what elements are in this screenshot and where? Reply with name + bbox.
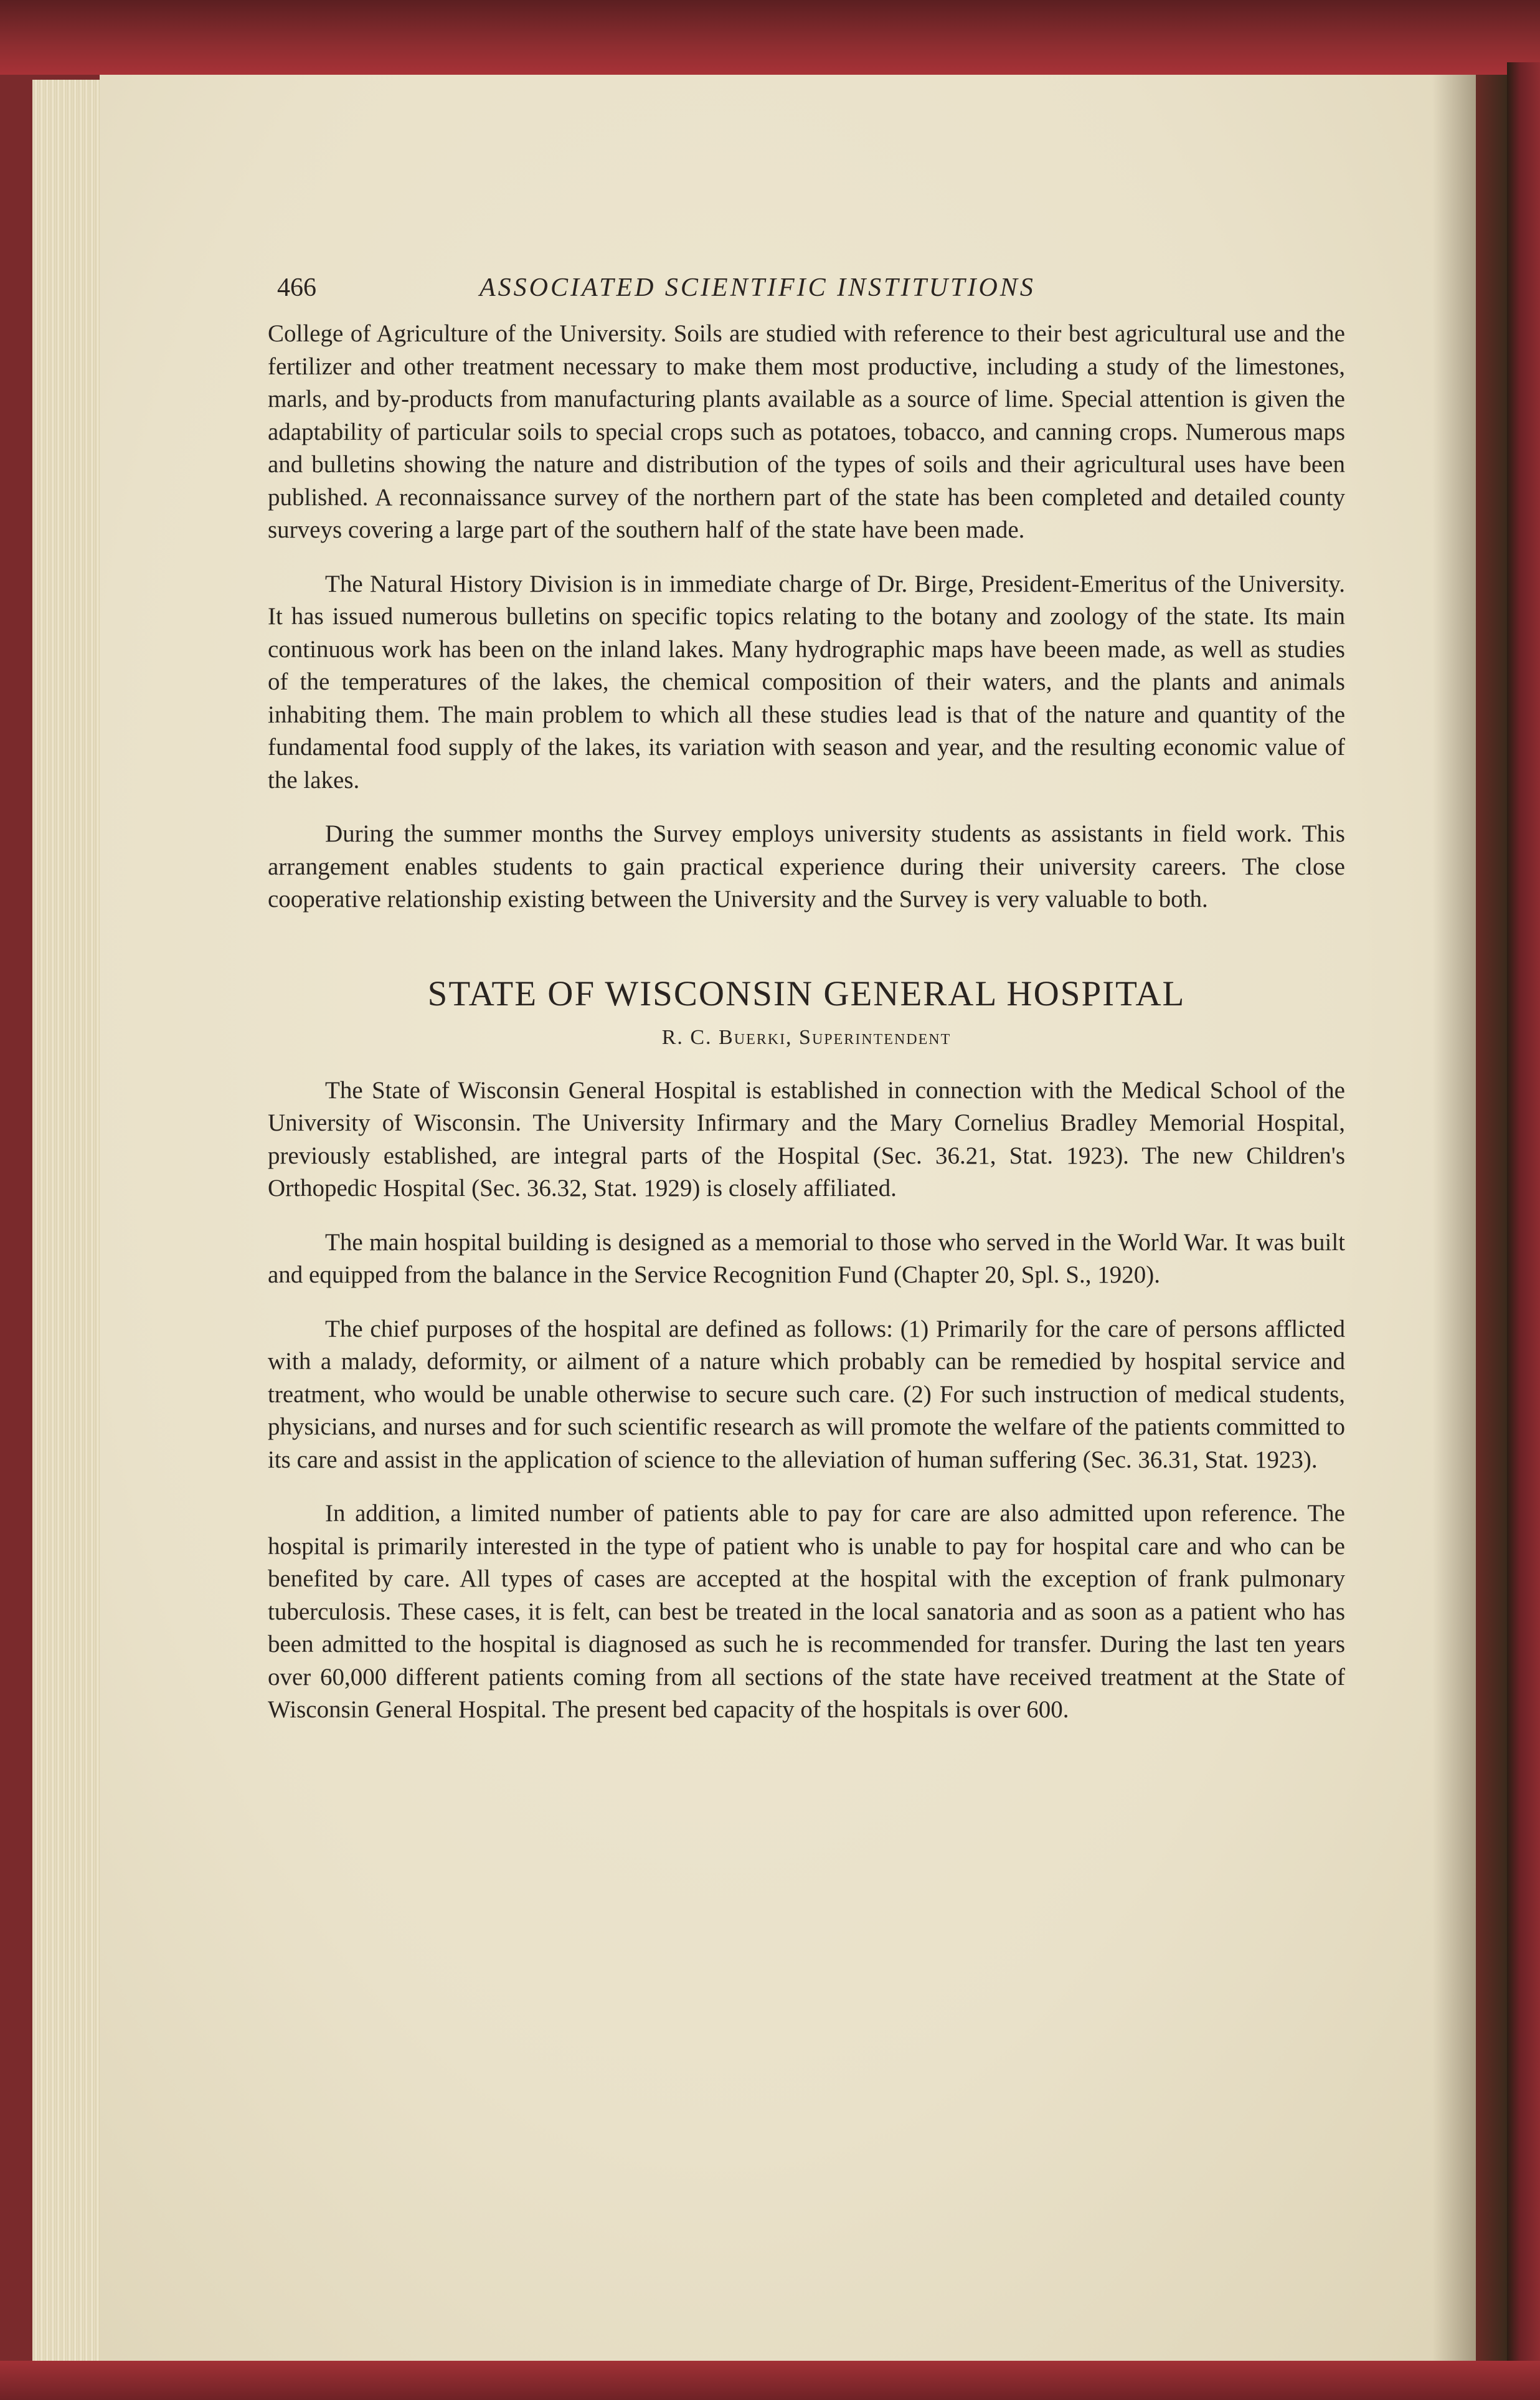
page-number: 466	[277, 273, 316, 302]
book-cover-right-edge	[1507, 62, 1540, 2367]
paragraph-admissions: In addition, a limited number of patients able to pay for care are also admitted upon reference. The hospital is primarily interested in the type of patient who is unable to pay for hospital care and who can be benefited by care. All types of cases are accepted at the hospital with the exception of frank pulmonary tuberculosis. These cases, it is felt, can best be treated in the local sanatoria and as soon as a patient who has been admitted to the hospital is diagnosed as such he is recommended for transfer. During the last ten years over 60,000 different patients coming from all sections of the state have received treatment at the State of Wisconsin General Hospital. The present bed capacity of the hospitals is over 600.	[268, 1500, 1345, 1723]
running-head: ASSOCIATED SCIENTIFIC INSTITUTIONS	[479, 273, 1036, 302]
page-header	[268, 268, 1345, 318]
book-cover-top-edge	[0, 0, 1540, 75]
section-byline: R. C. Buerki, Superintendent	[661, 1025, 952, 1049]
paragraph-summer-students: During the summer months the Survey employs university students as assistants in field work. This arrangement enables students to gain practical experience during their university careers. The close cooperative relationship existing between the University and the Survey is very valuable to both.	[268, 820, 1345, 913]
section-title: STATE OF WISCONSIN GENERAL HOSPITAL	[427, 974, 1186, 1013]
page-content	[268, 268, 1345, 1748]
paragraph-chief-purposes: The chief purposes of the hospital are defined as follows: (1) Primarily for the care of persons afflicted with a malady, deformity, or ailment of a nature which probably can be remedied by hospital service and treatment, who would be unable otherwise to secure such care. (2) For such instruction of medical students, physicians, and nurses and for such scientific research as will promote the welfare of the patients committed to its care and assist in the application of science to the alleviation of human suffering (Sec. 36.31, Stat. 1923).	[268, 1315, 1345, 1473]
paragraph-memorial-building: The main hospital building is designed as a memorial to those who served in the World War. It was built and equipped from the balance in the Service Recognition Fund (Chapter 20, Spl. S., 1920).	[268, 1228, 1345, 1288]
paragraph-natural-history: The Natural History Division is in immediate charge of Dr. Birge, President-Emeritus of the University. It has issued numerous bulletins on specific topics relating to the botany and zoology of the state. Its main continuous work has been on the inland lakes. Many hydrographic maps have beeen made, as well as studies of the temperatures of the lakes, the chemical composition of their waters, and the plants and animals inhabiting them. The main problem to which all these studies lead is that of the nature and quantity of the fundamental food supply of the lakes, its variation with season and year, and the resulting economic value of the lakes.	[268, 570, 1345, 794]
paragraph-hospital-established: The State of Wisconsin General Hospital is established in connection with the Medical School of the University of Wisconsin. The University Infirmary and the Mary Cornelius Bradley Memorial Hospital, previously established, are integral parts of the Hospital (Sec. 36.21, Stat. 1923). The new Children's Orthopedic Hospital (Sec. 36.32, Stat. 1929) is closely affiliated.	[268, 1076, 1345, 1202]
paragraph-soils: College of Agriculture of the University. Soils are studied with reference to their best agricultural use and the fertilizer and other treatment necessary to make them most productive, including a study of the limestones, marls, and by-products from manufacturing plants available as a source of lime. Special attention is given the adaptability of particular soils to special crops such as potatoes, tobacco, and canning crops. Numerous maps and bulletins showing the nature and distribution of the types of soils and their agricultural uses have been published. A reconnaissance survey of the northern part of the state has been completed and detailed county surveys covering a large part of the southern half of the state have been made.	[268, 320, 1345, 543]
book-gutter	[1432, 75, 1507, 2363]
book-cover-bottom-edge	[0, 2361, 1540, 2400]
